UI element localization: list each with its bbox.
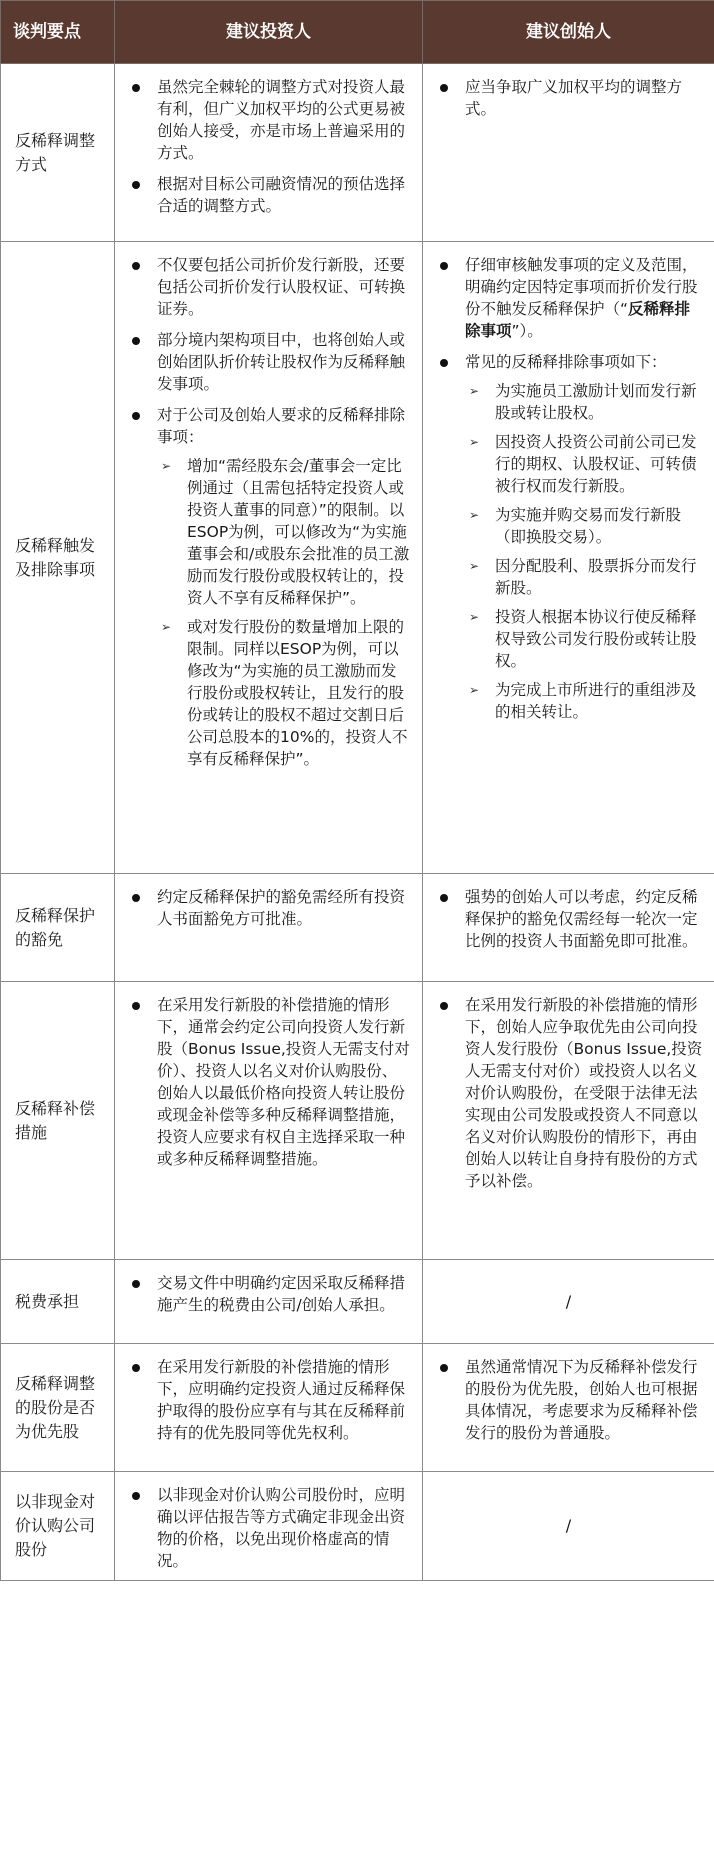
arrow-bullet-icon: ➢ xyxy=(469,610,480,624)
item-text: 对于公司及创始人要求的反稀释排除事项： xyxy=(157,406,406,446)
arrow-bullet-icon: ➢ xyxy=(469,508,480,522)
item-text: 常见的反稀释排除事项如下： xyxy=(465,353,667,371)
founder-cell xyxy=(423,64,714,242)
founder-cell-empty: / xyxy=(423,1260,714,1344)
investor-cell xyxy=(115,874,423,982)
table-row xyxy=(1,1472,714,1581)
item-text: 应当争取广义加权平均的调整方式。 xyxy=(465,78,683,118)
item-text: 交易文件中明确约定因采取反稀释措施产生的税费由公司/创始人承担。 xyxy=(157,1274,406,1314)
arrow-bullet-icon: ➢ xyxy=(161,459,172,473)
row-point: 税费承担 xyxy=(1,1260,115,1344)
founder-cell-empty: / xyxy=(423,1472,714,1581)
investor-cell xyxy=(115,242,423,874)
list-item xyxy=(435,76,704,120)
item-text: 不仅要包括公司折价发行新股，还要包括公司折价发行认股权证、可转换证券。 xyxy=(157,256,406,318)
founder-cell xyxy=(423,242,714,874)
defined-term: 反稀释排除事项 xyxy=(465,300,691,340)
table-row xyxy=(1,1260,714,1344)
bullet-dot-icon xyxy=(440,1002,448,1010)
item-text: 约定反稀释保护的豁免需经所有投资人书面豁免方可批准。 xyxy=(157,888,406,928)
sub-item xyxy=(465,380,704,424)
list-item xyxy=(127,173,412,217)
arrow-bullet-icon: ➢ xyxy=(469,384,480,398)
item-text: 虽然完全棘轮的调整方式对投资人最有利，但广义加权平均的公式更易被创始人接受，亦是市场上普遍采用的方式。 xyxy=(157,78,406,162)
founder-cell xyxy=(423,982,714,1260)
bullet-dot-icon xyxy=(132,1364,140,1372)
bullet-dot-icon xyxy=(132,262,140,270)
header-founder-advice: 建议创始人 xyxy=(423,1,714,64)
list-item xyxy=(435,351,704,723)
list-item xyxy=(127,1484,412,1572)
arrow-bullet-icon: ➢ xyxy=(161,620,172,634)
header-negotiation-point: 谈判要点 xyxy=(1,1,115,64)
sub-item-text: 因分配股利、股票拆分而发行新股。 xyxy=(495,557,697,597)
sub-item xyxy=(465,431,704,497)
table-row xyxy=(1,1344,714,1472)
list-item xyxy=(127,886,412,930)
item-text xyxy=(465,256,698,340)
bullet-dot-icon xyxy=(132,412,140,420)
row-point: 反稀释保护的豁免 xyxy=(1,874,115,982)
list-item xyxy=(435,886,704,952)
bullet-dot-icon xyxy=(132,337,140,345)
row-point: 反稀释补偿措施 xyxy=(1,982,115,1260)
bullet-dot-icon xyxy=(440,1364,448,1372)
investor-cell xyxy=(115,1344,423,1472)
sub-item xyxy=(157,455,412,609)
sub-item xyxy=(465,555,704,599)
list-item xyxy=(127,404,412,770)
table-row xyxy=(1,242,714,874)
bullet-dot-icon xyxy=(440,359,448,367)
header-investor-advice: 建议投资人 xyxy=(115,1,423,64)
investor-cell xyxy=(115,64,423,242)
founder-cell xyxy=(423,874,714,982)
list-item xyxy=(127,994,412,1170)
bullet-dot-icon xyxy=(440,894,448,902)
item-text: 在采用发行新股的补偿措施的情形下，应明确约定投资人通过反稀释保护取得的股份应享有与其在反稀释前持有的优先股同等优先权利。 xyxy=(157,1358,406,1442)
investor-cell xyxy=(115,1472,423,1581)
item-text: 根据对目标公司融资情况的预估选择合适的调整方式。 xyxy=(157,175,406,215)
sub-item-text: 为实施员工激励计划而发行新股或转让股权。 xyxy=(495,382,697,422)
sub-item xyxy=(465,606,704,672)
sub-item-text: 为实施并购交易而发行新股（即换股交易）。 xyxy=(495,506,682,546)
investor-cell xyxy=(115,982,423,1260)
bullet-dot-icon xyxy=(132,181,140,189)
sub-item-text: 或对发行股份的数量增加上限的限制。同样以ESOP为例，可以修改为“为实施的员工激励而发行股份或股权转让，且发行的股份或转让的股权不超过交割日后公司总股本的10%的，投资人不享有反稀释保护”。 xyxy=(187,618,408,768)
bullet-dot-icon xyxy=(132,84,140,92)
table-header-row xyxy=(1,1,714,64)
list-item xyxy=(127,76,412,164)
bullet-dot-icon xyxy=(132,894,140,902)
row-point: 反稀释触发及排除事项 xyxy=(1,242,115,874)
bullet-dot-icon xyxy=(132,1002,140,1010)
bullet-dot-icon xyxy=(132,1492,140,1500)
table-row xyxy=(1,874,714,982)
row-point: 反稀释调整方式 xyxy=(1,64,115,242)
arrow-bullet-icon: ➢ xyxy=(469,683,480,697)
founder-cell xyxy=(423,1344,714,1472)
bullet-dot-icon xyxy=(440,262,448,270)
table-row xyxy=(1,982,714,1260)
sub-item-text: 增加“需经股东会/董事会一定比例通过（且需包括特定投资人或投资人董事的同意）”的限制。以ESOP为例，可以修改为“为实施董事会和/或股东会批准的员工激励而发行股份或股权转让的，投资人不享有反稀释保护”。 xyxy=(187,457,410,607)
item-text: 强势的创始人可以考虑，约定反稀释保护的豁免仅需经每一轮次一定比例的投资人书面豁免即可批准。 xyxy=(465,888,698,950)
list-item xyxy=(127,1272,412,1316)
item-text-part: 仔细审核触发事项的定义及范围，明确约定因特定事项而折价发行股份不触发反稀释保护（“ xyxy=(465,256,698,318)
arrow-bullet-icon: ➢ xyxy=(469,435,480,449)
sub-item xyxy=(465,504,704,548)
item-text: 在采用发行新股的补偿措施的情形下，通常会约定公司向投资人发行新股（Bonus Issue,投资人无需支付对价）、投资人以名义对价认购股份、创始人以最低价格向投资人转让股份或现金补偿等多种反稀释调整措施，投资人应要求有权自主选择采取一种或多种反稀释调整措施。 xyxy=(157,996,410,1168)
sub-item-text: 投资人根据本协议行使反稀释权导致公司发行股份或转让股权。 xyxy=(495,608,697,670)
item-text: 以非现金对价认购公司股份时，应明确以评估报告等方式确定非现金出资物的价格，以免出现价格虚高的情况。 xyxy=(157,1486,406,1570)
item-text: 虽然通常情况下为反稀释补偿发行的股份为优先股，创始人也可根据具体情况，考虑要求为反稀释补偿发行的股份为普通股。 xyxy=(465,1358,698,1442)
item-text: 部分境内架构项目中，也将创始人或创始团队折价转让股权作为反稀释触发事项。 xyxy=(157,331,406,393)
list-item xyxy=(435,1356,704,1444)
list-item xyxy=(127,329,412,395)
bullet-dot-icon xyxy=(440,84,448,92)
item-text-part: ”）。 xyxy=(511,322,543,340)
list-item xyxy=(435,254,704,342)
row-point: 以非现金对价认购公司股份 xyxy=(1,1472,115,1581)
sub-item-text: 为完成上市所进行的重组涉及的相关转让。 xyxy=(495,681,697,721)
sub-item-text: 因投资人投资公司前公司已发行的期权、认股权证、可转债被行权而发行新股。 xyxy=(495,433,697,495)
sub-item xyxy=(157,616,412,770)
sub-item xyxy=(465,679,704,723)
list-item xyxy=(127,254,412,320)
arrow-bullet-icon: ➢ xyxy=(469,559,480,573)
table-row xyxy=(1,64,714,242)
investor-cell xyxy=(115,1260,423,1344)
item-text: 在采用发行新股的补偿措施的情形下，创始人应争取优先由公司向投资人发行股份（Bonus Issue,投资人无需支付对价）或投资人以名义对价认购股份，在受限于法律无法实现由公司发股或投资人不同意以名义对价认购股份的情形下，再由创始人以转让自身持有股份的方式予以补偿。 xyxy=(465,996,703,1190)
list-item xyxy=(435,994,704,1192)
row-point: 反稀释调整的股份是否为优先股 xyxy=(1,1344,115,1472)
list-item xyxy=(127,1356,412,1444)
bullet-dot-icon xyxy=(132,1280,140,1288)
